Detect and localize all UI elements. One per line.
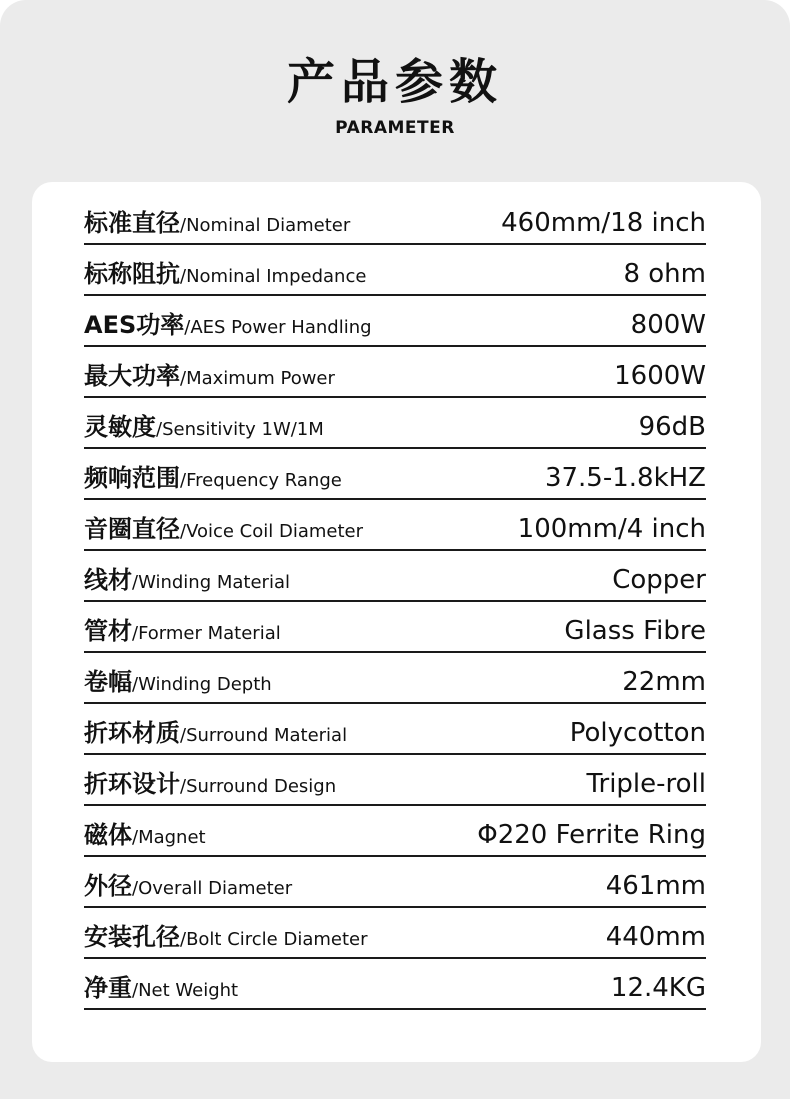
param-label-cn: 外径 — [84, 872, 132, 900]
param-row-net-weight — [84, 959, 706, 1010]
param-label — [84, 356, 335, 391]
param-label-en: /Surround Material — [180, 725, 348, 746]
param-row-nominal-diameter — [84, 194, 706, 245]
param-label-en: /Nominal Diameter — [180, 215, 351, 236]
param-value: Polycotton — [569, 718, 706, 748]
param-label-cn: 安装孔径 — [84, 923, 180, 951]
param-label-en: /Sensitivity 1W/1M — [156, 419, 324, 440]
param-label-cn: 标准直径 — [84, 209, 180, 237]
param-row-surround-material — [84, 704, 706, 755]
param-row-sensitivity — [84, 398, 706, 449]
param-value: 800W — [630, 310, 706, 340]
header — [0, 52, 790, 138]
param-value: Triple-roll — [586, 769, 706, 799]
page-subtitle: PARAMETER — [335, 118, 455, 138]
param-label — [84, 917, 368, 952]
param-row-voice-coil-diameter — [84, 500, 706, 551]
param-label — [84, 560, 290, 595]
param-value: 8 ohm — [623, 259, 706, 289]
param-row-bolt-circle-diameter — [84, 908, 706, 959]
param-label — [84, 611, 281, 646]
param-label-cn: 音圈直径 — [84, 515, 180, 543]
param-row-frequency-range — [84, 449, 706, 500]
param-label-cn: 标称阻抗 — [84, 260, 180, 288]
param-label-cn: 卷幅 — [84, 668, 132, 696]
parameter-table — [84, 194, 706, 1010]
param-label-cn: 频响范围 — [84, 464, 180, 492]
param-label-en: /AES Power Handling — [184, 317, 372, 338]
param-label-cn: 灵敏度 — [84, 413, 156, 441]
param-value: Copper — [612, 565, 706, 595]
param-row-magnet — [84, 806, 706, 857]
param-label — [84, 764, 336, 799]
param-label — [84, 509, 363, 544]
param-row-winding-depth — [84, 653, 706, 704]
param-label-cn: 折环材质 — [84, 719, 180, 747]
param-value: 1600W — [614, 361, 706, 391]
param-value: 460mm/18 inch — [501, 208, 706, 238]
param-label-cn: 最大功率 — [84, 362, 180, 390]
param-label — [84, 407, 324, 442]
param-label-en: /Voice Coil Diameter — [180, 521, 364, 542]
param-value: 22mm — [622, 667, 706, 697]
param-label — [84, 254, 366, 289]
param-label-cn: 线材 — [84, 566, 132, 594]
param-row-former-material — [84, 602, 706, 653]
param-value: 461mm — [605, 871, 706, 901]
param-label — [84, 305, 372, 340]
param-label — [84, 815, 206, 850]
param-label-en: /Former Material — [132, 623, 281, 644]
param-value: 96dB — [638, 412, 706, 442]
param-row-nominal-impedance — [84, 245, 706, 296]
param-label-cn: AES功率 — [84, 311, 185, 339]
param-label-en: /Overall Diameter — [132, 878, 293, 899]
param-label-cn: 净重 — [84, 974, 132, 1002]
param-label — [84, 458, 342, 493]
param-label-en: /Magnet — [132, 827, 206, 848]
param-row-aes-power — [84, 296, 706, 347]
param-label — [84, 713, 347, 748]
param-value: Glass Fibre — [564, 616, 706, 646]
param-row-winding-material — [84, 551, 706, 602]
param-label-cn: 磁体 — [84, 821, 132, 849]
param-label-en: /Surround Design — [180, 776, 337, 797]
parameter-card — [32, 182, 761, 1062]
param-label-en: /Bolt Circle Diameter — [180, 929, 368, 950]
param-row-surround-design — [84, 755, 706, 806]
param-row-maximum-power — [84, 347, 706, 398]
param-value: Φ220 Ferrite Ring — [477, 820, 706, 850]
param-value: 12.4KG — [610, 973, 706, 1003]
param-label — [84, 203, 350, 238]
param-label-en: /Nominal Impedance — [180, 266, 367, 287]
param-value: 37.5-1.8kHZ — [544, 463, 706, 493]
param-label-en: /Maximum Power — [180, 368, 335, 389]
param-label — [84, 866, 292, 901]
param-label — [84, 968, 238, 1003]
page-title: 产品参数 — [286, 54, 503, 110]
param-label-cn: 折环设计 — [84, 770, 180, 798]
param-label-cn: 管材 — [84, 617, 132, 645]
param-value: 440mm — [605, 922, 706, 952]
param-label-en: /Winding Depth — [132, 674, 272, 695]
param-label-en: /Frequency Range — [180, 470, 342, 491]
param-row-overall-diameter — [84, 857, 706, 908]
param-value: 100mm/4 inch — [517, 514, 706, 544]
param-label-en: /Winding Material — [132, 572, 290, 593]
param-label-en: /Net Weight — [132, 980, 239, 1001]
param-label — [84, 662, 272, 697]
